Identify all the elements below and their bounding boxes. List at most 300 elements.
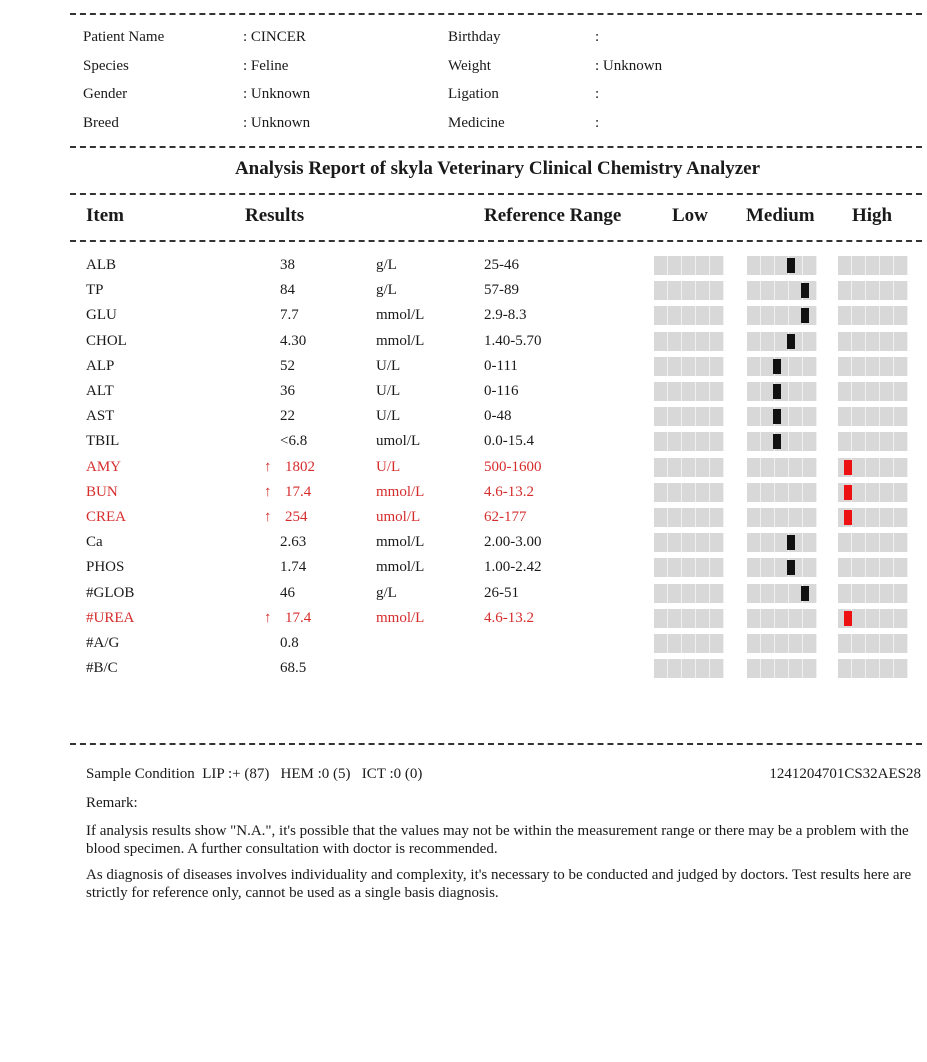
indicator-segment [696, 483, 710, 502]
remark-label: Remark: [86, 795, 138, 811]
info-value: : CINCER [243, 29, 306, 45]
table-row [0, 379, 927, 404]
indicator-segment [682, 558, 696, 577]
indicator-segment [710, 483, 724, 502]
indicator-segment [838, 407, 852, 426]
indicator-segment [654, 533, 668, 552]
indicator-segment [866, 508, 880, 527]
indicator-segment [696, 533, 710, 552]
cell-value: 36 [280, 383, 295, 399]
cell-range: 500-1600 [484, 458, 542, 475]
indicator-marker [787, 535, 795, 550]
indicator-segment [803, 609, 817, 628]
indicator-segment [880, 332, 894, 351]
indicator-segment [654, 634, 668, 653]
indicator-segment [654, 659, 668, 678]
indicator-segment [761, 533, 775, 552]
col-header-reference: Reference Range [484, 205, 622, 226]
indicator-segment [761, 659, 775, 678]
indicator-segment [654, 306, 668, 325]
indicator-segment [866, 558, 880, 577]
indicator-segment [880, 306, 894, 325]
indicator-segment [789, 357, 803, 376]
indicator-segment [747, 634, 761, 653]
info-label: Weight [448, 58, 491, 74]
indicator-segment [654, 609, 668, 628]
indicator-segment [668, 659, 682, 678]
table-row [0, 581, 927, 606]
indicator-segment [880, 508, 894, 527]
info-value: : [595, 29, 600, 45]
cell-value: 2.63 [280, 534, 307, 551]
indicator-segment [654, 357, 668, 376]
indicator-low [654, 584, 726, 603]
indicator-low [654, 659, 726, 678]
indicator-segment [747, 382, 761, 401]
table-row [0, 278, 927, 303]
indicator-segment [668, 483, 682, 502]
indicator-segment [838, 659, 852, 678]
info-label: Species [83, 58, 129, 74]
col-header-high: High [852, 205, 893, 226]
indicator-segment [747, 508, 761, 527]
indicator-medium [747, 508, 819, 527]
indicator-segment [668, 533, 682, 552]
indicator-segment [803, 407, 817, 426]
indicator-segment [682, 634, 696, 653]
indicator-low [654, 357, 726, 376]
cell-range: 25-46 [484, 257, 519, 273]
indicator-segment [710, 634, 724, 653]
indicator-segment [866, 407, 880, 426]
indicator-low [654, 407, 726, 426]
table-row [0, 354, 927, 379]
indicator-segment [654, 458, 668, 477]
indicator-low [654, 458, 726, 477]
cell-range: 1.00-2.42 [484, 559, 542, 576]
indicator-medium [747, 281, 819, 300]
indicator-segment [682, 256, 696, 275]
indicator-segment [838, 382, 852, 401]
indicator-segment [682, 306, 696, 325]
indicator-medium [747, 306, 819, 325]
divider [70, 193, 922, 195]
table-row [0, 253, 927, 278]
indicator-segment [710, 609, 724, 628]
cell-range: 0.0-15.4 [484, 433, 534, 450]
cell-arrow: ↑ [264, 609, 272, 626]
indicator-segment [880, 584, 894, 603]
indicator-segment [710, 382, 724, 401]
indicator-segment [761, 634, 775, 653]
info-row-species [0, 54, 927, 78]
indicator-segment [866, 609, 880, 628]
cell-unit: g/L [376, 282, 397, 299]
indicator-segment [668, 382, 682, 401]
cell-item: #UREA [86, 609, 135, 626]
indicator-segment [789, 634, 803, 653]
indicator-segment [852, 483, 866, 502]
indicator-high [838, 432, 910, 451]
indicator-segment [747, 609, 761, 628]
info-value: : Feline [243, 58, 289, 74]
indicator-segment [789, 382, 803, 401]
indicator-low [654, 634, 726, 653]
indicator-segment [789, 458, 803, 477]
indicator-segment [894, 281, 908, 300]
indicator-segment [710, 332, 724, 351]
indicator-segment [894, 584, 908, 603]
indicator-segment [696, 634, 710, 653]
indicator-segment [682, 432, 696, 451]
cell-item: CHOL [86, 332, 127, 349]
indicator-segment [866, 382, 880, 401]
table-row [0, 631, 927, 656]
cell-unit: U/L [376, 383, 401, 399]
table-row [0, 656, 927, 681]
indicator-segment [803, 332, 817, 351]
cell-unit: mmol/L [376, 559, 425, 576]
indicator-segment [747, 483, 761, 502]
cell-unit: g/L [376, 257, 397, 273]
indicator-segment [668, 306, 682, 325]
cell-unit: umol/L [376, 509, 421, 525]
indicator-segment [775, 483, 789, 502]
indicator-segment [880, 256, 894, 275]
indicator-segment [852, 584, 866, 603]
indicator-high [838, 357, 910, 376]
indicator-segment [894, 432, 908, 451]
indicator-high [838, 306, 910, 325]
indicator-segment [880, 357, 894, 376]
indicator-segment [852, 558, 866, 577]
indicator-medium [747, 584, 819, 603]
info-value: : Unknown [595, 58, 663, 74]
indicator-segment [747, 306, 761, 325]
indicator-segment [838, 558, 852, 577]
indicator-medium [747, 332, 819, 351]
cell-range: 0-116 [484, 383, 519, 399]
info-label: Breed [83, 115, 119, 131]
indicator-segment [710, 407, 724, 426]
indicator-marker [844, 460, 852, 475]
indicator-segment [894, 256, 908, 275]
indicator-segment [761, 306, 775, 325]
indicator-segment [668, 609, 682, 628]
indicator-segment [654, 332, 668, 351]
cell-range: 62-177 [484, 509, 527, 525]
indicator-segment [761, 458, 775, 477]
indicator-segment [894, 382, 908, 401]
indicator-segment [866, 584, 880, 603]
indicator-segment [894, 558, 908, 577]
indicator-segment [682, 533, 696, 552]
indicator-medium [747, 558, 819, 577]
indicator-segment [668, 508, 682, 527]
info-value: : [595, 86, 600, 102]
indicator-segment [775, 609, 789, 628]
indicator-segment [866, 281, 880, 300]
indicator-medium [747, 382, 819, 401]
indicator-segment [880, 432, 894, 451]
divider [70, 146, 922, 148]
indicator-segment [894, 458, 908, 477]
cell-range: 26-51 [484, 584, 519, 601]
indicator-segment [894, 533, 908, 552]
indicator-segment [654, 256, 668, 275]
indicator-segment [747, 357, 761, 376]
indicator-segment [894, 659, 908, 678]
indicator-medium [747, 357, 819, 376]
indicator-medium [747, 634, 819, 653]
indicator-segment [668, 432, 682, 451]
indicator-low [654, 382, 726, 401]
indicator-segment [894, 357, 908, 376]
indicator-medium [747, 407, 819, 426]
divider [70, 240, 922, 242]
cell-value: 254 [285, 509, 308, 525]
indicator-segment [866, 483, 880, 502]
cell-item: #A/G [86, 635, 120, 651]
indicator-marker [773, 434, 781, 449]
indicator-low [654, 306, 726, 325]
info-label: Medicine [448, 115, 505, 131]
indicator-segment [682, 407, 696, 426]
indicator-segment [866, 357, 880, 376]
indicator-segment [838, 357, 852, 376]
indicator-low [654, 533, 726, 552]
table-row [0, 555, 927, 580]
remark-note-2: As diagnosis of diseases involves individuality and complexity, it's necessary to be conducted and judged by doctors. Test results here are strictly for reference only, cannot be used as a single basis diagnosis. [86, 867, 912, 901]
indicator-high [838, 659, 910, 678]
indicator-segment [696, 458, 710, 477]
indicator-segment [747, 407, 761, 426]
indicator-segment [866, 432, 880, 451]
indicator-segment [789, 609, 803, 628]
indicator-segment [710, 659, 724, 678]
cell-unit: mmol/L [376, 534, 425, 551]
cell-value: 52 [280, 357, 295, 374]
indicator-segment [668, 256, 682, 275]
indicator-low [654, 609, 726, 628]
indicator-marker [801, 586, 809, 601]
indicator-segment [803, 357, 817, 376]
indicator-segment [852, 659, 866, 678]
indicator-segment [894, 332, 908, 351]
indicator-segment [880, 382, 894, 401]
cell-item: TBIL [86, 433, 120, 450]
indicator-low [654, 281, 726, 300]
indicator-marker [787, 560, 795, 575]
sample-condition: Sample Condition LIP :+ (87) HEM :0 (5) ICT :0 (0) [86, 766, 423, 782]
info-label: Gender [83, 86, 128, 102]
indicator-segment [696, 407, 710, 426]
indicator-segment [880, 558, 894, 577]
indicator-segment [803, 508, 817, 527]
cell-unit: U/L [376, 357, 401, 374]
cell-item: TP [86, 282, 104, 299]
indicator-segment [880, 458, 894, 477]
indicator-segment [803, 382, 817, 401]
indicator-segment [852, 332, 866, 351]
indicator-marker [787, 258, 795, 273]
indicator-segment [696, 508, 710, 527]
indicator-high [838, 281, 910, 300]
indicator-segment [710, 281, 724, 300]
indicator-marker [844, 485, 852, 500]
indicator-segment [775, 584, 789, 603]
indicator-segment [866, 458, 880, 477]
cell-item: Ca [86, 534, 103, 551]
indicator-segment [761, 584, 775, 603]
info-value: : [595, 115, 600, 131]
indicator-high [838, 584, 910, 603]
indicator-segment [668, 458, 682, 477]
indicator-segment [747, 659, 761, 678]
indicator-segment [838, 281, 852, 300]
indicator-segment [894, 407, 908, 426]
indicator-segment [866, 256, 880, 275]
indicator-segment [696, 432, 710, 451]
indicator-segment [803, 659, 817, 678]
indicator-marker [844, 510, 852, 525]
indicator-segment [710, 584, 724, 603]
indicator-segment [710, 256, 724, 275]
table-row [0, 429, 927, 454]
indicator-segment [682, 659, 696, 678]
indicator-segment [803, 533, 817, 552]
indicator-segment [696, 306, 710, 325]
indicator-segment [710, 558, 724, 577]
cell-unit: mmol/L [376, 483, 425, 500]
indicator-segment [894, 483, 908, 502]
indicator-segment [710, 533, 724, 552]
indicator-low [654, 558, 726, 577]
indicator-segment [696, 281, 710, 300]
indicator-segment [710, 306, 724, 325]
indicator-segment [880, 533, 894, 552]
divider [70, 13, 922, 15]
indicator-segment [668, 634, 682, 653]
indicator-segment [880, 609, 894, 628]
cell-unit: mmol/L [376, 307, 425, 324]
indicator-segment [803, 558, 817, 577]
cell-value: 17.4 [285, 609, 312, 626]
cell-item: #B/C [86, 660, 118, 677]
indicator-segment [894, 609, 908, 628]
col-header-medium: Medium [746, 205, 815, 226]
col-header-results: Results [245, 205, 305, 226]
cell-item: ALT [86, 383, 114, 399]
indicator-segment [682, 357, 696, 376]
indicator-medium [747, 458, 819, 477]
indicator-segment [710, 357, 724, 376]
col-header-low: Low [672, 205, 708, 226]
indicator-medium [747, 659, 819, 678]
indicator-segment [761, 609, 775, 628]
indicator-segment [654, 483, 668, 502]
cell-value: 17.4 [285, 483, 312, 500]
indicator-segment [654, 281, 668, 300]
indicator-segment [852, 306, 866, 325]
indicator-segment [654, 382, 668, 401]
table-row [0, 505, 927, 530]
cell-value: 22 [280, 408, 295, 425]
indicator-segment [866, 634, 880, 653]
indicator-segment [710, 432, 724, 451]
indicator-segment [761, 256, 775, 275]
indicator-segment [880, 634, 894, 653]
indicator-segment [654, 584, 668, 603]
indicator-marker [773, 409, 781, 424]
indicator-segment [880, 281, 894, 300]
indicator-segment [838, 432, 852, 451]
indicator-segment [894, 634, 908, 653]
indicator-segment [775, 659, 789, 678]
table-row [0, 530, 927, 555]
indicator-medium [747, 609, 819, 628]
cell-unit: umol/L [376, 433, 421, 450]
indicator-marker [787, 334, 795, 349]
indicator-segment [668, 281, 682, 300]
indicator-segment [775, 634, 789, 653]
indicator-segment [775, 458, 789, 477]
indicator-segment [761, 332, 775, 351]
indicator-segment [696, 609, 710, 628]
indicator-medium [747, 533, 819, 552]
info-label: Birthday [448, 29, 501, 45]
info-label: Ligation [448, 86, 499, 102]
info-row-gender [0, 82, 927, 106]
indicator-marker [844, 611, 852, 626]
indicator-segment [852, 256, 866, 275]
indicator-medium [747, 256, 819, 275]
indicator-segment [761, 508, 775, 527]
indicator-segment [761, 281, 775, 300]
indicator-segment [654, 432, 668, 451]
indicator-segment [696, 256, 710, 275]
indicator-segment [710, 508, 724, 527]
cell-unit: U/L [376, 408, 401, 425]
cell-value: 68.5 [280, 660, 307, 677]
indicator-high [838, 634, 910, 653]
indicator-segment [775, 508, 789, 527]
cell-item: GLU [86, 307, 117, 324]
indicator-segment [682, 584, 696, 603]
indicator-low [654, 256, 726, 275]
indicator-high [838, 533, 910, 552]
indicator-segment [761, 558, 775, 577]
indicator-segment [852, 458, 866, 477]
cell-item: BUN [86, 483, 118, 500]
remark-note-1: If analysis results show "N.A.", it's possible that the values may not be within the measurement range or there may be a problem with the blood specimen. A further consultation with doctor is recommended. [86, 823, 909, 857]
indicator-segment [789, 508, 803, 527]
indicator-high [838, 458, 910, 477]
indicator-segment [682, 609, 696, 628]
cell-item: AMY [86, 458, 122, 475]
cell-value: 1.74 [280, 559, 307, 576]
indicator-segment [838, 533, 852, 552]
indicator-segment [789, 659, 803, 678]
cell-item: ALB [86, 257, 116, 273]
indicator-segment [747, 558, 761, 577]
indicator-segment [654, 558, 668, 577]
serial-number: 1241204701CS32AES28 [769, 766, 921, 782]
indicator-segment [696, 382, 710, 401]
cell-item: #GLOB [86, 584, 135, 601]
indicator-segment [866, 332, 880, 351]
indicator-segment [747, 332, 761, 351]
